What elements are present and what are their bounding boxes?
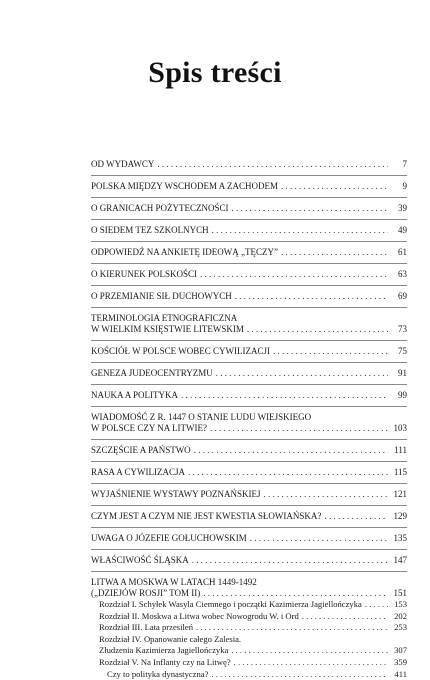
toc-subentry-page: 307 xyxy=(394,645,407,656)
leader-dots xyxy=(157,159,388,170)
leader-dots xyxy=(200,269,388,280)
toc-entry-title: WYJAŚNIENIE WYSTAWY POZNAŃSKIEJ xyxy=(91,489,261,499)
toc-subentry[interactable] xyxy=(91,599,407,611)
divider xyxy=(91,362,407,363)
divider xyxy=(91,197,407,198)
toc-subentry-page: 153 xyxy=(394,599,407,609)
toc-entry-title-line1: TERMINOLOGIA ETNOGRAFICZNA xyxy=(91,313,238,323)
leader-dots xyxy=(365,599,388,611)
leader-dots xyxy=(264,489,388,500)
toc-subentry-page: 411 xyxy=(394,668,407,679)
toc-entry[interactable] xyxy=(91,269,407,280)
leader-dots xyxy=(188,467,388,478)
toc-entry[interactable] xyxy=(91,555,407,566)
toc-entry-page: 61 xyxy=(398,247,407,257)
toc-entry-page: 111 xyxy=(394,445,407,455)
toc-entry-title: O PRZEMIANIE SIŁ DUCHOWYCH xyxy=(91,291,232,301)
toc-entry-title: CZYM JEST A CZYM NIE JEST KWESTIA SŁOWIAŃSKA? xyxy=(91,511,322,521)
toc-entry-title: ODPOWIEDŹ NA ANKIETĘ IDEOWĄ „TĘCZY” xyxy=(91,247,278,257)
toc-entry[interactable] xyxy=(91,225,407,236)
toc-subentry[interactable] xyxy=(91,669,407,680)
toc-entry-page: 75 xyxy=(398,346,407,356)
toc-subentry-title: Rozdział V. Na Inflanty czy na Litwę? xyxy=(99,656,231,667)
leader-dots xyxy=(203,588,388,599)
divider xyxy=(91,263,407,264)
toc-subentry-title: Czy to polityka dynastyczna? xyxy=(107,668,209,679)
toc-entry-page: 69 xyxy=(398,291,407,301)
divider xyxy=(91,285,407,286)
toc-entry-page: 39 xyxy=(398,203,407,213)
toc-entry[interactable] xyxy=(91,467,407,478)
toc-entry-title: KOŚCIÓŁ W POLSCE WOBEC CYWILIZACJI xyxy=(91,346,271,356)
leader-dots xyxy=(235,291,388,302)
divider xyxy=(91,571,407,572)
toc-entry[interactable] xyxy=(91,368,407,379)
toc-entry-page: 129 xyxy=(393,511,407,521)
toc-entry-title: NAUKA A POLITYKA xyxy=(91,390,179,400)
toc-entry-page: 135 xyxy=(393,533,407,543)
leader-dots xyxy=(247,324,388,335)
divider xyxy=(91,549,407,550)
leader-dots xyxy=(212,225,388,236)
leader-dots xyxy=(273,346,388,357)
toc-entry-page: 63 xyxy=(398,269,407,279)
toc-entry-page: 147 xyxy=(393,555,407,565)
toc-subentry[interactable] xyxy=(91,611,407,623)
leader-dots xyxy=(250,533,388,544)
toc-entry[interactable] xyxy=(91,533,407,544)
toc-entry[interactable] xyxy=(91,247,407,258)
toc-entry-page: 7 xyxy=(402,159,407,169)
toc-entry-title: OD WYDAWCY xyxy=(91,159,155,169)
toc-entry[interactable] xyxy=(91,511,407,522)
leader-dots xyxy=(192,555,388,566)
toc-entry-title: O GRANICACH POŻYTECZNOŚCI xyxy=(91,203,229,213)
toc-subentry-title: Rozdział II. Moskwa a Litwa wobec Nowogrodu W. i Ord xyxy=(99,610,299,621)
toc-subentry[interactable] xyxy=(91,622,407,634)
toc-entry-page: 9 xyxy=(402,181,407,191)
toc-subentry-heading[interactable]: Rozdział IV. Opanowanie całego Zalesia. xyxy=(99,633,242,644)
toc-entry-title: RASA A CYWILIZACJA xyxy=(91,467,186,477)
toc-entry-title: („DZIEJÓW ROSJI” TOM II) xyxy=(91,588,201,598)
divider xyxy=(91,384,407,385)
toc-entry-title-line1: WIADOMOŚĆ Z R. 1447 O STANIE LUDU WIEJSKIEGO xyxy=(91,412,312,422)
toc-entry-title: O SIEDEM TEZ SZKOLNYCH xyxy=(91,225,209,235)
divider xyxy=(91,406,407,407)
toc-subentry[interactable] xyxy=(91,657,407,669)
toc-subentry-page: 202 xyxy=(394,610,407,621)
toc-entry[interactable] xyxy=(91,577,407,599)
divider xyxy=(91,505,407,506)
toc-entry-title: W WIELKIM KSIĘSTWIE LITEWSKIM xyxy=(91,324,244,334)
divider xyxy=(91,175,407,176)
divider xyxy=(91,340,407,341)
toc-entry-title: WŁAŚCIWOŚĆ ŚLĄSKA xyxy=(91,555,189,565)
toc-entry[interactable] xyxy=(91,445,407,456)
toc-entry-title: POLSKA MIĘDZY WSCHODEM A ZACHODEM xyxy=(91,181,279,191)
toc-entry-page: 49 xyxy=(398,225,407,235)
toc-entry[interactable] xyxy=(91,159,407,170)
toc-entry[interactable] xyxy=(91,346,407,357)
toc-entry-page: 91 xyxy=(398,368,407,378)
toc-entry-title: W POLSCE CZY NA LITWIE? xyxy=(91,423,207,433)
toc-entry-page: 99 xyxy=(398,390,407,400)
divider xyxy=(91,219,407,220)
toc-entry-title: O KIERUNEK POLSKOŚCI xyxy=(91,269,198,279)
leader-dots xyxy=(302,611,388,623)
toc-subentry-page: 359 xyxy=(394,656,407,667)
toc-entry[interactable] xyxy=(91,489,407,500)
toc-subentry-title: Złudzenia Kazimierza Jagiellończyka xyxy=(99,645,229,656)
leader-dots xyxy=(232,203,388,214)
leader-dots xyxy=(211,669,388,680)
leader-dots xyxy=(194,445,388,456)
toc-subentry-title: Rozdział III. Lata przesileń xyxy=(99,622,194,633)
leader-dots xyxy=(216,368,388,379)
leader-dots xyxy=(210,423,388,434)
toc-entry[interactable] xyxy=(91,390,407,401)
toc-entry[interactable] xyxy=(91,313,407,335)
leader-dots xyxy=(196,622,388,634)
toc-entry[interactable] xyxy=(91,412,407,434)
toc-subentry[interactable] xyxy=(91,645,407,657)
leader-dots xyxy=(181,390,388,401)
toc-entry-title-line1: LITWA A MOSKWA W LATACH 1449-1492 xyxy=(91,577,257,587)
toc-entry[interactable] xyxy=(91,291,407,302)
divider xyxy=(91,439,407,440)
toc-subentry-page: 253 xyxy=(394,622,407,633)
leader-dots xyxy=(234,657,388,669)
toc-entry-title: SZCZĘŚCIE A PAŃSTWO xyxy=(91,445,191,455)
page-title: Spis treści xyxy=(148,56,282,89)
divider xyxy=(91,307,407,308)
toc-entry-page: 121 xyxy=(393,489,407,499)
divider xyxy=(91,483,407,484)
table-of-contents xyxy=(91,159,407,680)
toc-entry[interactable] xyxy=(91,181,407,192)
divider xyxy=(91,527,407,528)
toc-entry-page: 151 xyxy=(393,588,407,598)
leader-dots xyxy=(281,247,388,258)
toc-subentry-title: Rozdział I. Schyłek Wasyla Ciemnego i początki Kazimierza Jagiellończyka xyxy=(99,599,362,609)
toc-entry-title: GENEZA JUDEOCENTRYZMU xyxy=(91,368,213,378)
toc-entry-page: 103 xyxy=(393,423,407,433)
toc-entry-title: UWAGA O JÓZEFIE GOŁUCHOWSKIM xyxy=(91,533,247,543)
divider xyxy=(91,461,407,462)
toc-entry[interactable] xyxy=(91,203,407,214)
leader-dots xyxy=(281,181,388,192)
leader-dots xyxy=(231,645,388,657)
toc-entry-page: 73 xyxy=(398,324,407,334)
divider xyxy=(91,241,407,242)
leader-dots xyxy=(324,511,388,522)
toc-entry-page: 115 xyxy=(393,467,407,477)
